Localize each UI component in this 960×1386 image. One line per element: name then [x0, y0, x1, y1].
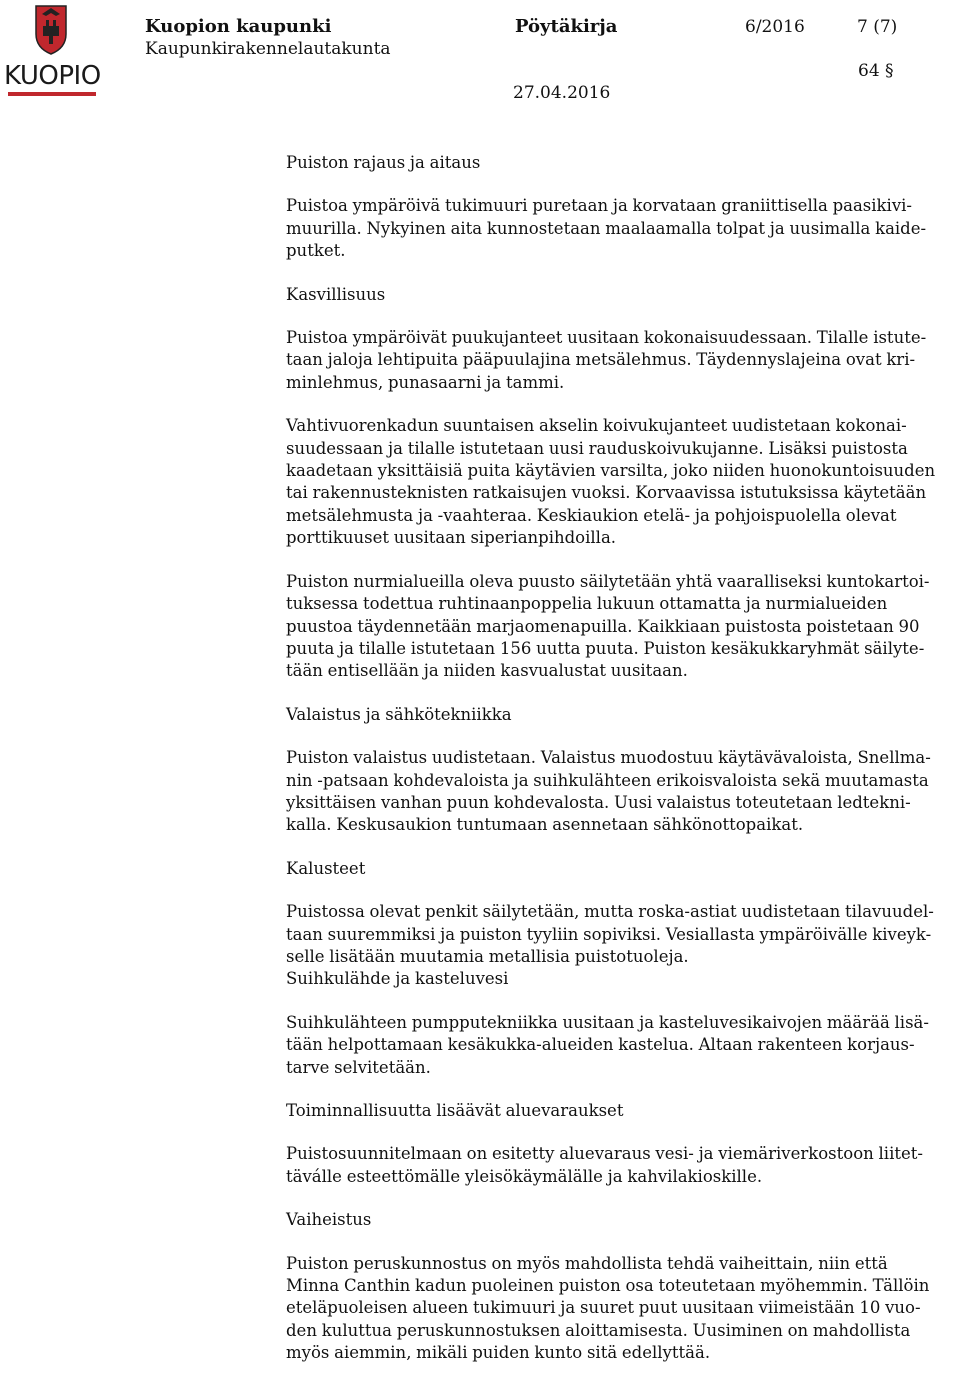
text-line: porttikuuset uusitaan siperianpihdoilla.	[286, 528, 617, 548]
paragraph	[286, 195, 958, 262]
text-line: selle lisätään muutamia metallisia puistotuoleja.	[286, 946, 689, 966]
text-line: yksittäisen vanhan puun kohdevalosta. Uusi valaistus toteutetaan ledtekni-	[286, 792, 911, 812]
org-name: Kuopion kaupunki	[145, 16, 332, 37]
text-line: minlehmus, punasaarni ja tammi.	[286, 372, 565, 392]
page-number: 7 (7)	[857, 17, 898, 37]
text-line: taan suuremmiksi ja puiston tyyliin sopiviksi. Vesiallasta ympäröivälle kiveyk-	[286, 924, 932, 944]
dept-name: Kaupunkirakennelautakunta	[145, 39, 391, 59]
doc-number: 6/2016	[745, 17, 805, 37]
paragraph	[286, 747, 958, 837]
section-heading: Vaiheistus	[286, 1210, 372, 1230]
text-line: Puistossa olevat penkit säilytetään, mutta roska-astiat uudistetaan tilavuudel-	[286, 902, 934, 922]
document-body	[286, 152, 958, 1386]
text-line: nin -patsaan kohdevaloista ja suihkulähteen erikoisvaloista sekä muutamasta	[286, 770, 929, 790]
section-heading: Puiston rajaus ja aitaus	[286, 153, 481, 172]
paragraph	[286, 415, 958, 549]
section-heading: Kalusteet	[286, 858, 366, 878]
text-line: tai rakennusteknisten ratkaisujen vuoksi. Korvaavissa istutuksissa käytetään	[286, 483, 927, 503]
text-line: tään helpottamaan kesäkukka-alueiden kastelua. Altaan rakenteen korjaus-	[286, 1035, 915, 1055]
section-heading: Suihkulähde ja kasteluvesi	[286, 969, 509, 989]
text-line: Minna Canthin kadun puoleinen puiston osa toteutetaan myöhemmin. Tällöin	[286, 1276, 930, 1296]
section-heading: Kasvillisuus	[286, 284, 386, 304]
paragraph	[286, 571, 958, 683]
text-line: Puiston valaistus uudistetaan. Valaistus muodostuu käytävävaloista, Snellma-	[286, 748, 931, 768]
kuopio-logo	[4, 4, 100, 98]
text-line: Puistoa ympäröivät puukujanteet uusitaan kokonaisuudessaan. Tilalle istute-	[286, 328, 927, 348]
paragraph	[286, 1012, 958, 1079]
text-line: taan jaloja lehtipuita pääpuulajina metsälehmus. Täydennyslajeina ovat kri-	[286, 350, 916, 370]
paragraph	[286, 1143, 958, 1188]
text-line: suudessaan ja tilalle istutetaan uusi rauduskoivukujanne. Lisäksi puistosta	[286, 438, 908, 458]
text-line: täválle esteettömälle yleisökäymälälle ja kahvilakioskille.	[286, 1166, 763, 1186]
text-line: Puiston nurmialueilla oleva puusto säilytetään yhtä vaaralliseksi kuntokartoi-	[286, 571, 930, 591]
text-line: kalla. Keskusaukion tuntumaan asennetaan sähkönottopaikat.	[286, 815, 804, 835]
text-line: eteläpuoleisen alueen tukimuuri ja suuret puut uusitaan viimeistään 10 vuo-	[286, 1298, 921, 1318]
text-line: Puistosuunnitelmaan on esitetty aluevaraus vesi- ja viemäriverkostoon liitet-	[286, 1144, 923, 1164]
meeting-date: 27.04.2016	[513, 83, 611, 103]
text-line: myös aiemmin, mikäli puiden kunto sitä edellyttää.	[286, 1343, 711, 1363]
text-line: kaadetaan yksittäisiä puita käytävien varsilta, joko niiden huonokuntoisuuden	[286, 461, 936, 481]
text-line: puuta ja tilalle istutetaan 156 uutta puuta. Puiston kesäkukkaryhmät säilyte-	[286, 638, 925, 658]
logo-wordmark: KUOPIO	[4, 61, 101, 91]
doc-type: Pöytäkirja	[515, 16, 618, 37]
text-line: tään entisellään ja niiden kasvualustat uusitaan.	[286, 661, 688, 681]
text-line: den kuluttua peruskunnostuksen aloittamisesta. Uusiminen on mahdollista	[286, 1320, 911, 1340]
text-line: puustoa täydennetään marjaomenapuilla. Kaikkiaan puistosta poistetaan 90	[286, 616, 920, 636]
section-heading: Valaistus ja sähkötekniikka	[286, 704, 512, 724]
text-line: Suihkulähteen pumpputekniikka uusitaan ja kasteluvesikaivojen määrää lisä-	[286, 1012, 929, 1032]
text-line: putket.	[286, 241, 346, 261]
section-heading: Toiminnallisuutta lisäävät aluevaraukset	[286, 1101, 624, 1120]
paragraph	[286, 1253, 958, 1365]
text-line: Puistoa ympäröivä tukimuuri puretaan ja korvataan graniittisella paasikivi-	[286, 196, 913, 216]
paragraph	[286, 327, 958, 394]
logo-underline	[8, 92, 96, 96]
text-line: Vahtivuorenkadun suuntaisen akselin koivukujanteet uudistetaan kokonai-	[286, 416, 907, 436]
paragraph	[286, 901, 958, 968]
text-line: metsälehmusta ja -vaahteraa. Keskiaukion etelä- ja pohjoispuolella olevat	[286, 505, 897, 525]
text-line: tuksessa todettua ruhtinaanpoppelia lukuun ottamatta ja nurmialueiden	[286, 594, 888, 614]
section-number: 64 §	[858, 61, 894, 81]
coat-of-arms-icon	[34, 4, 68, 56]
text-line: tarve selvitetään.	[286, 1057, 431, 1077]
text-line: muurilla. Nykyinen aita kunnostetaan maalaamalla tolpat ja uusimalla kaide-	[286, 218, 927, 238]
text-line: Puiston peruskunnostus on myös mahdollista tehdä vaiheittain, niin että	[286, 1253, 888, 1273]
